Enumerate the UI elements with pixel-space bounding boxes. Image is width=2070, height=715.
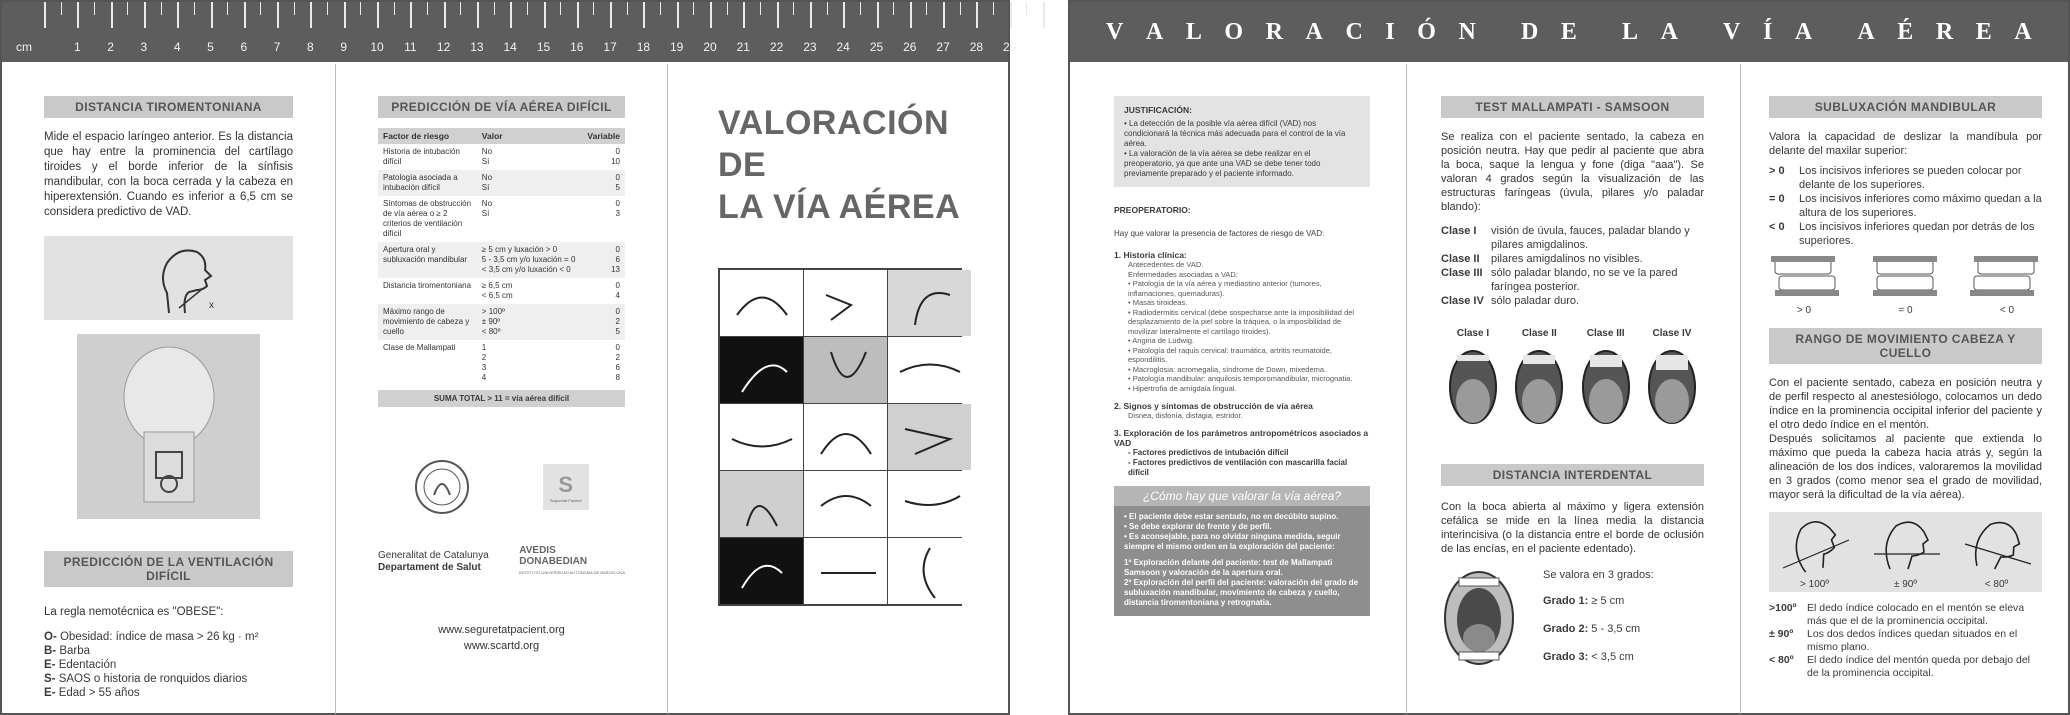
- mallampati-mouth: Clase IV: [1646, 328, 1698, 438]
- table-cell: ≥ 6,5 cm < 6,5 cm: [481, 281, 513, 300]
- mouth-icon: [1447, 347, 1499, 433]
- cover-grid-cell: [888, 404, 971, 470]
- table-header: Factor de riesgo: [378, 128, 477, 144]
- right-column-1: [1070, 64, 1406, 714]
- ruler-tick: [843, 2, 845, 28]
- angle-item: >100º El dedo índice colocado en el mentón se eleva más que el de la prominencia occipital.: [1769, 602, 2025, 627]
- ruler-tick: [827, 2, 828, 15]
- justification-box: JUSTIFICACIÓN: • La detección de la posible vía aérea difícil (VAD) nos condicionará la técnica más adecuada para el control de la vía aérea. • La valoración de la vía aérea se debe realizar en el preoperatorio, ya que ante una VAD se debe tener todo previamente preparado y el paciente informado.: [1114, 96, 1370, 187]
- ruler-number: 8: [307, 40, 314, 54]
- table-cell: Máximo rango de movimiento de cabeza y cuello: [378, 304, 477, 340]
- anatomy-sketch-icon: [811, 342, 881, 398]
- ruler-number: 5: [207, 40, 214, 54]
- cover-grid-cell: [804, 471, 887, 537]
- right-column-2: [1406, 64, 1740, 714]
- ruler-tick: [960, 2, 961, 15]
- ruler-number: 24: [836, 40, 850, 54]
- table-cell: Patología asociada a intubación difícil: [378, 170, 477, 196]
- history-line: Antecedentes de VAD.: [1128, 260, 1204, 269]
- left-column-2: [335, 64, 667, 714]
- anatomy-sketch-icon: [727, 543, 797, 599]
- ruler-number: 6: [240, 40, 248, 54]
- anatomy-sketch-icon: [811, 275, 881, 331]
- avedis-logo: AVEDIS DONABEDIAN INSTITUTO UNIVERSIDAD AUTÓNOMA DE BARCELONA: [519, 545, 625, 575]
- cover-grid-cell: [888, 270, 971, 336]
- table-cell: Apertura oral y subluxación mandibular: [378, 242, 477, 278]
- ruler-tick: [710, 2, 712, 28]
- table-cell: Síntomas de obstrucción de vía aérea o ≥ 2 criterios de ventilación difícil: [383, 199, 472, 238]
- anatomy-sketch-icon: [811, 543, 881, 599]
- subluxation-item: > 0 Los incisivos inferiores se pueden colocar por delante de los superiores.: [1769, 165, 2022, 191]
- section-heading-tiromentoniana: DISTANCIA TIROMENTONIANA: [44, 96, 293, 118]
- interdental-grades: [1441, 568, 1704, 668]
- ruler-tick: [211, 2, 213, 28]
- ruler-tick: [94, 2, 95, 15]
- section-heading-interdental: DISTANCIA INTERDENTAL: [1441, 464, 1704, 486]
- ruler-number: 12: [436, 40, 451, 54]
- anatomy-sketch-icon: [895, 342, 965, 398]
- ruler-tick: [177, 2, 179, 28]
- ruler-tick: [527, 2, 528, 15]
- brochure-inner-sheet: [1068, 0, 2070, 715]
- ruler-tick: [344, 2, 346, 28]
- ruler-tick: [294, 2, 295, 15]
- banner-letter: D: [1520, 18, 1539, 45]
- grade-item: Grado 3: < 3,5 cm: [1543, 651, 1634, 663]
- subluxation-item: = 0 Los incisivos inferiores como máximo quedan a la altura de los superiores.: [1769, 193, 2042, 219]
- brochure-outer-sheet: [0, 0, 1017, 715]
- ruler-tick: [1010, 2, 1012, 28]
- justification-item: • La detección de la posible vía aérea difícil (VAD) nos condicionará la técnica más adecuada para el control de la vía aérea.: [1124, 119, 1346, 148]
- url-seguretat[interactable]: www.seguretatpacient.org: [438, 624, 565, 636]
- mallampati-mouth: Clase III: [1580, 328, 1632, 438]
- history-line: • Masas tiroideas.: [1128, 298, 1188, 307]
- ruler-number: 14: [503, 40, 517, 54]
- subluxacion-text: Valora la capacidad de deslizar la mandíbula por delante del maxilar superior:: [1769, 131, 2042, 157]
- table-cell: Historia de intubación difícil: [383, 147, 460, 166]
- item2-title: 2. Signos y síntomas de obstrucción de vía aérea: [1114, 401, 1313, 411]
- subluxation-item: < 0 Los incisivos inferiores quedan por detrás de los superiores.: [1769, 221, 2035, 247]
- ruler-number: 10: [370, 40, 384, 54]
- ruler-number: 15: [536, 40, 551, 54]
- how-to-box: [1114, 486, 1370, 616]
- ruler-tick: [976, 2, 978, 28]
- ruler-number: 7: [273, 40, 281, 54]
- ruler-tick: [410, 2, 412, 28]
- ruler-tick: [510, 2, 512, 28]
- mallampati-text: Se realiza con el paciente sentado, la cabeza en posición neutra. Hay que pedir al paciente que abra la boca, saque la lengua y fone (diga "aaa"). Se valoran 4 grados según la visualización de las estructuras faríngeas (úvula, pilares y/o paladar blando):: [1441, 131, 1704, 213]
- cover-grid-cell: [804, 337, 887, 403]
- ruler-number: 19: [670, 40, 684, 54]
- head-profile-icon: [1777, 514, 1853, 574]
- ruler-number: 1: [73, 40, 81, 54]
- cover-grid-cell: [804, 270, 887, 336]
- table-cell: No Sí: [477, 170, 582, 196]
- how-to-item: • Se debe explorar de frente y de perfil.: [1124, 522, 1272, 531]
- mouth-icon: [1646, 347, 1698, 433]
- item1-title: 1. Historia clínica:: [1114, 250, 1187, 260]
- cover-grid-cell: [720, 471, 803, 537]
- ruler-number: 4: [173, 40, 181, 54]
- mouth-icon: [1580, 347, 1632, 433]
- obese-item: E- Edad > 55 años: [44, 687, 140, 699]
- obese-item: B- Barba: [44, 645, 91, 657]
- table-cell: 0 2 6 8: [615, 343, 620, 382]
- table-row: [378, 242, 625, 278]
- table-row: [378, 304, 625, 340]
- table-cell: Distancia tiromentoniana: [383, 281, 472, 290]
- ruler-tick: [61, 2, 62, 15]
- ruler-number: 21: [736, 40, 750, 54]
- ruler-number: 28: [969, 40, 984, 54]
- item1-lines: [1114, 260, 1370, 393]
- banner-letter: A: [1305, 18, 1323, 45]
- obese-item: S- SAOS o historia de ronquidos diarios: [44, 673, 248, 685]
- ruler-tick: [394, 2, 395, 15]
- ruler-number: 20: [703, 40, 717, 54]
- head-angle-diagram: > 100º: [1777, 514, 1853, 590]
- item3-title: 3. Exploración de los parámetros antropométricos asociados a VAD: [1114, 428, 1369, 448]
- ruler-tick: [943, 2, 945, 28]
- ruler-tick: [627, 2, 628, 15]
- class-list: [1441, 224, 1704, 308]
- cover-grid-cell: [804, 404, 887, 470]
- justification-item: • La valoración de la vía aérea se debe realizar en el preoperatorio, ya que ante una VAD se debe tener todo previamente preparado y el paciente informado.: [1124, 149, 1321, 178]
- history-line: • Radiodermitis cervical (debe sospecharse ante la imposibilidad del desplazamiento de la piel sobre la tráquea, o la imposibilidad de movilizar lateralmente el cartílago tiroides).: [1128, 307, 1355, 336]
- ruler-number: 17: [603, 40, 617, 54]
- ruler-tick: [743, 2, 745, 28]
- interdental-text: Con la boca abierta al máximo y ligera extensión cefálica se mide en la línea media la distancia interincisiva (o la distancia entre el borde de oclusión de las encías, en el paciente edentado).: [1441, 501, 1704, 555]
- teeth-diagram: > 0: [1769, 256, 1839, 316]
- risk-table: [378, 128, 625, 386]
- how-to-item: • Es aconsejable, para no olvidar ninguna medida, seguir siempre el mismo orden en la exploración del paciente:: [1124, 532, 1341, 551]
- banner-letter: E: [1560, 18, 1577, 45]
- banner-letter: O: [1224, 18, 1244, 45]
- table-row: [378, 170, 625, 196]
- ruler-number: 27: [936, 40, 950, 54]
- cover-grid-cell: [888, 337, 971, 403]
- anatomy-sketch-icon: [895, 476, 965, 532]
- seguretat-logo: S Seguretat Pacient: [543, 464, 589, 510]
- history-line: • Hipertrofia de amígdala lingual.: [1128, 383, 1237, 393]
- banner-letter: Í: [1762, 18, 1773, 45]
- table-row: [378, 144, 625, 170]
- ruler-tick: [227, 2, 228, 15]
- ruler-tick: [161, 2, 162, 15]
- grades-list: Se valora en 3 grados: Grado 1: ≥ 5 cm Grado 2: 5 - 3,5 cm Grado 3: < 3,5 cm: [1543, 569, 1654, 663]
- ruler-tick: [144, 2, 146, 28]
- ruler-tick: [494, 2, 495, 15]
- ruler-tick: [993, 2, 994, 15]
- ruler-tick: [477, 2, 479, 28]
- banner-letter: N: [1458, 18, 1476, 45]
- banner-letter: V: [1106, 18, 1124, 45]
- banner-letter: E: [1975, 18, 1992, 45]
- table-row: [378, 340, 625, 386]
- table-cell: ≥ 5 cm y luxación > 0 5 - 3,5 cm y/o luxación = 0 < 3,5 cm y/o luxación < 0: [477, 242, 582, 278]
- history-line: • Angina de Ludwig.: [1128, 336, 1195, 345]
- ruler-tick: [44, 2, 46, 28]
- ruler-tick: [593, 2, 594, 15]
- ruler-number: 26: [903, 40, 917, 54]
- how-to-step: 2º Exploración del perfil del paciente: valoración del grado de subluxación mandibular, movimiento de cabeza y cuello, distancia tiromentoniana y retrognatia.: [1124, 578, 1359, 607]
- item3-lines: - Factores predictivos de intubación difícil - Factores predictivos de ventilación con mascarilla facial difícil: [1128, 448, 1348, 477]
- table-cell: 0 5: [582, 170, 625, 196]
- table-cell: No Sí: [481, 147, 493, 166]
- banner-letter: R: [1935, 18, 1954, 45]
- table-row: [378, 278, 625, 304]
- preop-intro: Hay que valorar la presencia de factores de riesgo de VAD:: [1114, 229, 1325, 238]
- table-cell: 0 10: [611, 147, 620, 166]
- ruler-tick: [1026, 2, 1027, 15]
- subluxacion-list: [1769, 164, 2042, 248]
- cover-title: VALORACIÓN DE LA VÍA AÉREA: [718, 104, 961, 226]
- ruler-tick: [77, 2, 79, 28]
- right-column-3: [1740, 64, 2070, 714]
- url-scartd[interactable]: www.scartd.org: [463, 640, 540, 652]
- ruler-number: 29: [1003, 40, 1017, 54]
- cover-grid-cell: [888, 538, 971, 604]
- teeth-illustrations: [1769, 256, 2042, 316]
- cover-grid-cell: [720, 404, 803, 470]
- ruler-tick: [327, 2, 328, 15]
- ruler-number: 25: [869, 40, 884, 54]
- table-cell: No Sí: [481, 199, 493, 218]
- ruler-tick: [111, 2, 113, 28]
- scartd-seal-icon: [414, 459, 470, 515]
- open-mouth-icon: [1441, 568, 1517, 668]
- cover-grid-cell: [720, 270, 803, 336]
- ruler-number: 2: [107, 40, 114, 54]
- table-cell: 0 3: [615, 199, 620, 218]
- ruler-tick: [260, 2, 261, 15]
- ruler-tick: [577, 2, 579, 28]
- anatomy-sketch-icon: [895, 275, 965, 331]
- banner-letter: I: [1385, 18, 1395, 45]
- ruler-tick: [660, 2, 661, 15]
- x-mark: x: [208, 300, 214, 311]
- cover-grid-cell: [888, 471, 971, 537]
- tiromentoniana-text: Mide el espacio laríngeo anterior. Es la distancia que hay entre la prominencia del cartílago tiroides y el borde inferior de la sínfisis mandibular, con la boca cerrada y la cabeza en hiperextensión. Cuando es inferior a 6,5 cm se considera predictivo de VAD.: [44, 131, 293, 218]
- seal-row: [378, 459, 625, 515]
- head-profile-icon: [1959, 514, 2035, 574]
- mouth-illustrations: [1441, 328, 1704, 438]
- urls: [378, 622, 625, 654]
- teeth-icon: [1871, 256, 1941, 300]
- history-line: • Patología de la vía aérea y mediastino anterior (tumores, inflamaciones, quemaduras).: [1128, 279, 1322, 298]
- ruler-tick: [277, 2, 279, 28]
- banner-letter: A: [2014, 18, 2032, 45]
- ruler-tick: [860, 2, 861, 15]
- teeth-icon: [1972, 256, 2042, 300]
- cover-image-grid: [718, 268, 962, 606]
- ruler-tick: [810, 2, 812, 28]
- ruler-tick: [793, 2, 794, 15]
- obese-intro: La regla nemotécnica es "OBESE":: [44, 606, 224, 618]
- banner-letter: R: [1265, 18, 1283, 45]
- anatomy-sketch-icon: [811, 409, 881, 465]
- ruler-unit: cm: [16, 40, 32, 54]
- ruler-tick: [910, 2, 912, 28]
- teeth-diagram: < 0: [1972, 256, 2042, 316]
- section-heading-vad: PREDICCIÓN DE VÍA AÉREA DIFÍCIL: [378, 96, 625, 118]
- teeth-icon: [1769, 256, 1839, 300]
- how-to-step: 1º Exploración delante del paciente: test de Mallampati Samsoon y valoración de la apertura oral.: [1124, 558, 1333, 577]
- table-cell: > 100º ± 90º < 80º: [477, 304, 582, 340]
- ruler-tick: [460, 2, 461, 15]
- anatomy-sketch-icon: [895, 543, 965, 599]
- anatomy-sketch-icon: [727, 409, 797, 465]
- risk-table-body: [378, 144, 625, 386]
- history-line: • Patología mandibular: anquilosis temporomandibular, micrognatia.: [1128, 374, 1353, 383]
- table-cell: 0 4: [615, 281, 620, 300]
- seguretat-icon: S: [558, 471, 574, 497]
- anatomy-sketch-icon: [727, 476, 797, 532]
- section-heading-mallampati: TEST MALLAMPATI - SAMSOON: [1441, 96, 1704, 118]
- left-column-1: [2, 64, 335, 714]
- ruler-tick: [893, 2, 894, 15]
- ruler-number: 3: [140, 40, 148, 54]
- ruler-number: 16: [570, 40, 584, 54]
- ruler-tick: [877, 2, 879, 28]
- ruler-tick: [244, 2, 246, 28]
- table-cell: 1 2 3 4: [481, 343, 487, 382]
- banner-letter: A: [1660, 18, 1678, 45]
- table-cell: 0 2 5: [582, 304, 625, 340]
- ruler-number: 18: [636, 40, 651, 54]
- mallampati-class: Clase III sólo paladar blando, no se ve la pared faríngea posterior.: [1441, 267, 1678, 293]
- anatomy-sketch-icon: [811, 476, 881, 532]
- obese-item: E- Edentación: [44, 659, 117, 671]
- ruler-tick: [677, 2, 679, 28]
- head-angle-diagram: < 80º: [1959, 514, 2035, 590]
- ruler-tick: [693, 2, 694, 15]
- head-angle-illustrations: [1769, 512, 2042, 592]
- left-column-3-cover: [667, 64, 1008, 714]
- section-heading-rango: RANGO DE MOVIMIENTO CABEZA Y CUELLO: [1769, 328, 2042, 364]
- ruler-tick: [310, 2, 312, 28]
- banner-letter: A: [1145, 18, 1164, 45]
- ruler-tick: [544, 2, 546, 28]
- angle-item: < 80º El dedo índice del mentón queda por debajo del de la prominencia occipital.: [1769, 654, 2031, 679]
- generalitat-logo: Generalitat de Catalunya Departament de Salut: [378, 549, 489, 573]
- head-profile-icon: [1868, 514, 1944, 574]
- banner-letter: L: [1622, 18, 1639, 45]
- ruler-tick: [926, 2, 927, 15]
- angle-list: [1769, 602, 2042, 680]
- preop-title: PREOPERATORIO:: [1114, 205, 1191, 215]
- section-heading-subluxacion: SUBLUXACIÓN MANDIBULAR: [1769, 96, 2042, 118]
- grade-item: Grado 2: 5 - 3,5 cm: [1543, 623, 1641, 635]
- ruler-number: 11: [404, 40, 417, 54]
- ruler-tick: [194, 2, 195, 15]
- ruler-tick: [1043, 2, 1045, 28]
- mallampati-class: Clase II pilares amigdalinos no visibles.: [1441, 253, 1643, 265]
- ruler-tick: [727, 2, 728, 15]
- obese-list: [44, 630, 293, 700]
- cover-grid-cell: [720, 538, 803, 604]
- ruler: [2, 2, 1017, 62]
- banner-letter: Ó: [1417, 18, 1436, 45]
- banner-letter: V: [1723, 18, 1741, 45]
- neck-photo: [77, 334, 260, 519]
- mallampati-mouth: Clase I: [1447, 328, 1499, 438]
- obese-item: O- Obesidad: índice de masa > 26 kg · m²: [44, 631, 259, 643]
- anatomy-sketch-icon: [727, 275, 797, 331]
- table-header: Variable: [582, 128, 625, 144]
- cover-grid-cell: [804, 538, 887, 604]
- banner-letter: É: [1897, 18, 1914, 45]
- item2-text: Disnea, disfonía, disfagia, estridor.: [1128, 411, 1243, 420]
- history-line: • Macroglosia: acromegalia, síndrome de Down, mixedema.: [1128, 364, 1327, 374]
- ruler-tick: [610, 2, 612, 28]
- banner: [1070, 2, 2068, 62]
- ruler-number: 13: [470, 40, 484, 54]
- grade-item: Grado 1: ≥ 5 cm: [1543, 595, 1625, 607]
- ruler-tick: [777, 2, 779, 28]
- banner-letter: L: [1185, 18, 1202, 45]
- ruler-tick: [643, 2, 645, 28]
- history-line: Enfermedades asociadas a VAD:: [1128, 269, 1238, 279]
- ruler-tick: [444, 2, 446, 28]
- table-cell: Clase de Mallampati: [383, 343, 456, 352]
- banner-letter: A: [1794, 18, 1813, 45]
- angle-item: ± 90º Los dos dedos índices quedan situados en el mismo plano.: [1769, 628, 2018, 653]
- banner-letter: A: [1857, 18, 1875, 45]
- anatomy-sketch-icon: [727, 342, 797, 398]
- history-line: • Patología del raquis cervical: traumática, artritis reumatoide, espondilitis.: [1128, 345, 1332, 364]
- mallampati-class: Clase I visión de úvula, fauces, paladar blando y pilares amigdalinos.: [1441, 225, 1690, 251]
- ruler-tick: [560, 2, 561, 15]
- profile-illustration: [44, 236, 293, 320]
- mallampati-mouth: Clase II: [1513, 328, 1565, 438]
- logos-row: [378, 545, 625, 578]
- cover-grid-cell: [720, 337, 803, 403]
- teeth-diagram: = 0: [1871, 256, 1941, 316]
- risk-total: SUMA TOTAL > 11 = vía aérea difícil: [378, 390, 625, 407]
- ruler-number: 9: [340, 40, 348, 54]
- banner-letter: C: [1345, 18, 1363, 45]
- table-cell: 0 6 13: [582, 242, 625, 278]
- mouth-icon: [1513, 347, 1565, 433]
- head-angle-diagram: ± 90º: [1868, 514, 1944, 590]
- ruler-tick: [127, 2, 128, 15]
- how-to-item: • El paciente debe estar sentado, no en decúbito supino.: [1124, 512, 1339, 521]
- how-to-title: ¿Cómo hay que valorar la vía aérea?: [1114, 486, 1370, 506]
- mallampati-class: Clase IV sólo paladar duro.: [1441, 295, 1580, 307]
- anatomy-sketch-icon: [895, 409, 965, 465]
- rango-text: Con el paciente sentado, cabeza en posición neutra y de perfil respecto al anestesiólogo, colocamos un dedo índice en la prominencia occipital inferior del paciente y el otro dedo índice en el mentón. Después solicitamos al paciente que extienda lo máximo que pueda la cabeza hacia atrás y, según la alineación de los dos índices, valoraremos la movilidad en 3 grados (como menor sea el grado de movilidad, mayor será la dificultad de la vía aérea).: [1769, 377, 2042, 501]
- ruler-tick: [377, 2, 379, 28]
- table-header: Valor: [477, 128, 582, 144]
- ruler-tick: [360, 2, 361, 15]
- ruler-tick: [427, 2, 428, 15]
- section-heading-ventilacion: PREDICCIÓN DE LA VENTILACIÓN DIFÍCIL: [44, 551, 293, 587]
- ruler-tick: [760, 2, 761, 15]
- ruler-number: 23: [803, 40, 817, 54]
- ruler-number: 22: [769, 40, 784, 54]
- table-row: [378, 196, 625, 242]
